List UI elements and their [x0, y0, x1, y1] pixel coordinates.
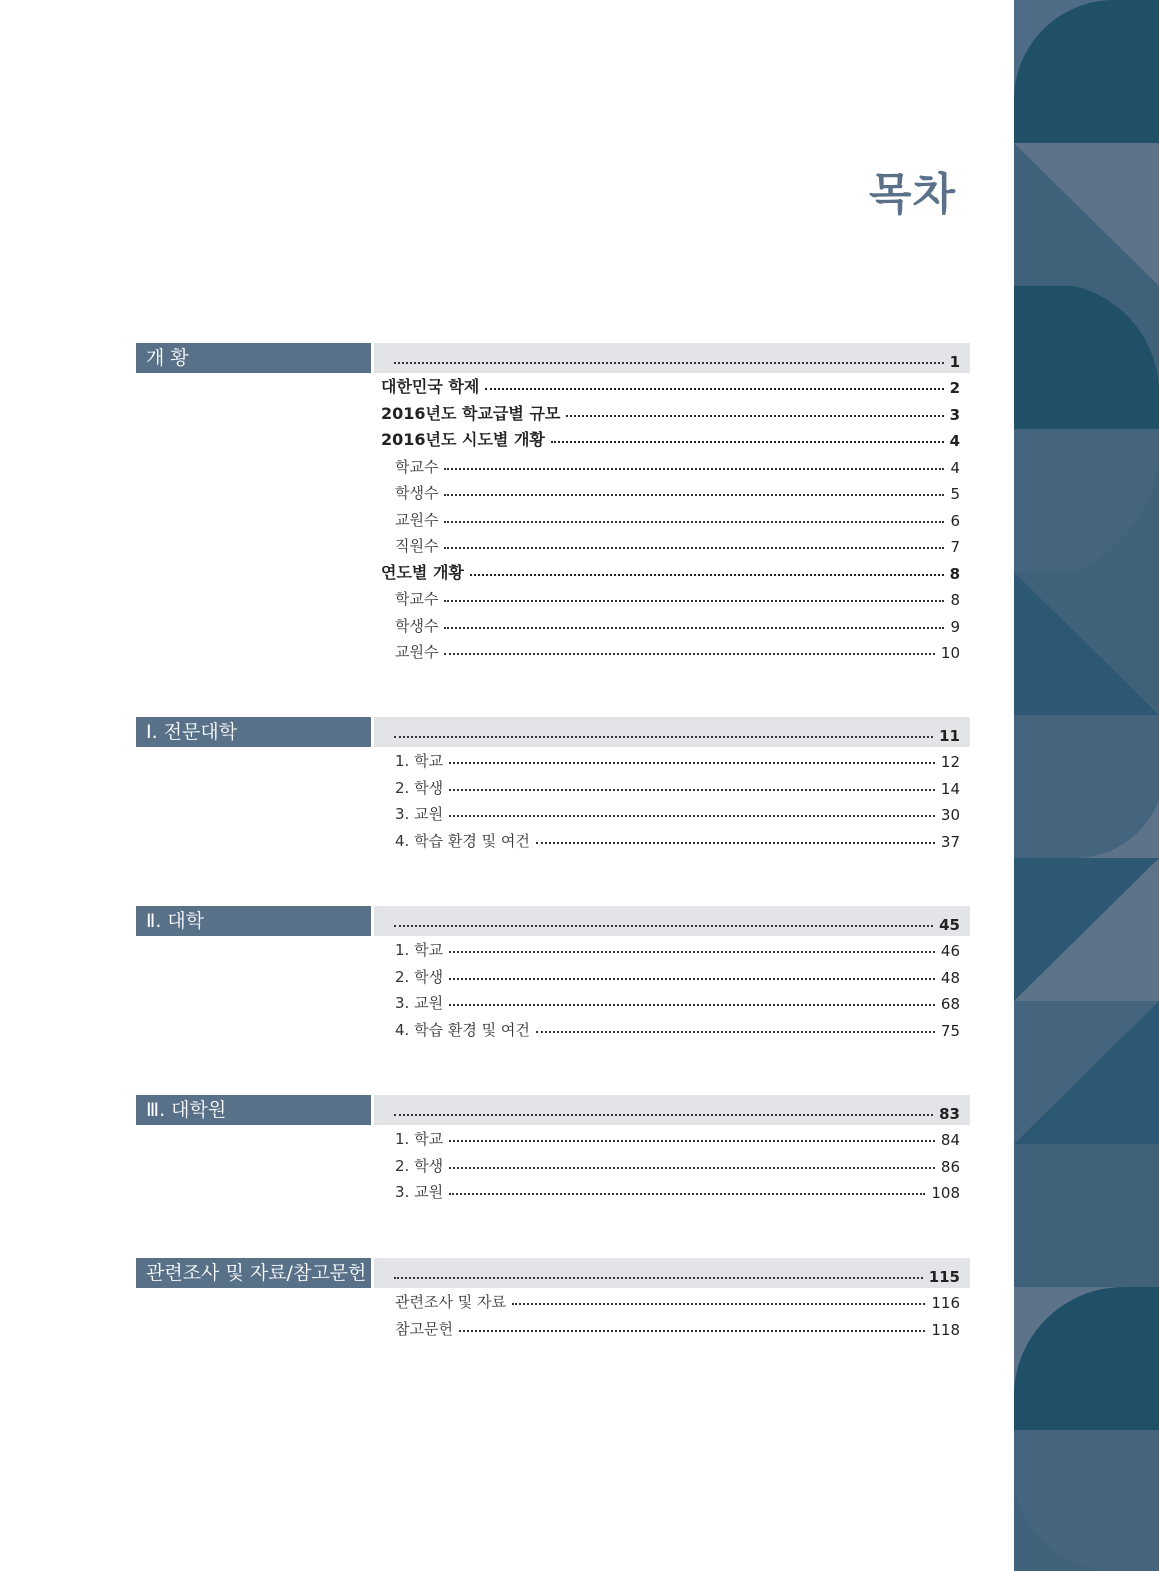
toc-entry[interactable] — [395, 504, 960, 530]
leader-dots — [459, 1329, 925, 1332]
toc-entry[interactable] — [395, 934, 960, 960]
toc-entry-page: 14 — [940, 779, 960, 798]
toc-entry[interactable] — [381, 398, 960, 424]
toc-entry-page: 2 — [949, 379, 960, 397]
toc-entry-page: 84 — [940, 1131, 960, 1149]
leader-dots — [449, 761, 935, 764]
toc-section — [136, 1258, 970, 1353]
toc-entry-label: 2016년도 학교급별 규모 — [381, 403, 561, 423]
toc-entry-label: 1. 학교 — [395, 752, 444, 770]
section-page-number: 1 — [949, 353, 960, 371]
toc-entry-page: 4 — [950, 458, 960, 477]
section-page-number: 83 — [939, 1105, 960, 1123]
toc-entry-label: 학생수 — [395, 616, 439, 635]
section-page-bar — [374, 1095, 970, 1125]
section-label[interactable]: 관련조사 및 자료/참고문헌 — [136, 1258, 371, 1288]
leader-dots — [449, 814, 935, 817]
toc-entry-label: 연도별 개황 — [381, 562, 464, 582]
leader-dots — [394, 735, 933, 738]
leader-dots — [449, 1139, 935, 1142]
leader-dots — [485, 387, 943, 390]
toc-entry[interactable] — [381, 371, 960, 397]
toc-entry[interactable] — [395, 610, 960, 636]
toc-entry-page: 3 — [949, 405, 960, 424]
section-page-row[interactable] — [388, 1097, 960, 1123]
toc-section — [136, 343, 970, 677]
toc-entry-page: 7 — [950, 538, 960, 556]
section-page-bar — [374, 1258, 970, 1288]
side-decoration — [1014, 0, 1159, 1571]
toc-entry[interactable] — [395, 530, 960, 556]
section-page-number: 45 — [939, 916, 960, 934]
toc-entry-label: 1. 학교 — [395, 941, 444, 959]
section-label[interactable]: Ⅱ. 대학 — [136, 906, 371, 936]
toc-entry-page: 118 — [931, 1320, 960, 1339]
leader-dots — [444, 520, 944, 523]
page-title: 목차 — [868, 169, 956, 220]
leader-dots — [536, 1030, 935, 1033]
toc-entry-label: 1. 학교 — [395, 1130, 444, 1148]
toc-entry-page: 5 — [950, 485, 960, 503]
toc-entry-page: 68 — [940, 995, 960, 1013]
toc-entry[interactable] — [395, 987, 960, 1013]
leader-dots — [512, 1302, 925, 1305]
section-page-row[interactable] — [388, 345, 960, 371]
section-page-bar — [374, 343, 970, 373]
toc-entry-label: 학생수 — [395, 484, 439, 502]
toc-entry[interactable] — [395, 451, 960, 477]
section-page-bar — [374, 906, 970, 936]
leader-dots — [449, 950, 935, 953]
section-page-row[interactable] — [388, 1260, 960, 1286]
toc-entry-label: 학교수 — [395, 457, 439, 476]
toc-entry-label: 대한민국 학제 — [381, 377, 480, 396]
toc-entry-label: 참고문헌 — [395, 1319, 453, 1338]
toc-entry-page: 46 — [940, 942, 960, 960]
toc-entry-label: 직원수 — [395, 537, 439, 555]
section-page-row[interactable] — [388, 908, 960, 934]
toc-entry-page: 8 — [950, 591, 960, 609]
leader-dots — [444, 467, 944, 470]
toc-entry-label: 교원수 — [395, 510, 439, 529]
toc-entry[interactable] — [395, 1014, 960, 1040]
toc-entry-label: 4. 학습 환경 및 여건 — [395, 1020, 530, 1039]
leader-dots — [444, 599, 944, 602]
toc-entry-page: 86 — [940, 1157, 960, 1176]
toc-entry-label: 3. 교원 — [395, 1183, 444, 1201]
leader-dots — [536, 841, 935, 844]
leader-dots — [394, 1113, 933, 1116]
toc-entry-label: 2. 학생 — [395, 1156, 444, 1175]
toc-entry[interactable] — [395, 961, 960, 987]
toc-entry[interactable] — [395, 825, 960, 851]
toc-entry[interactable] — [395, 583, 960, 609]
toc-entry-page: 4 — [949, 432, 960, 450]
toc-entry[interactable] — [381, 424, 960, 450]
toc-section — [136, 717, 970, 865]
toc-entry[interactable] — [395, 745, 960, 771]
toc-entry-label: 관련조사 및 자료 — [395, 1293, 506, 1311]
section-page-bar — [374, 717, 970, 747]
toc-entry-page: 30 — [940, 806, 960, 824]
toc-entry[interactable] — [381, 557, 960, 583]
toc-entry[interactable] — [395, 1123, 960, 1149]
section-page-number: 115 — [928, 1268, 960, 1286]
toc-entry-page: 75 — [940, 1021, 960, 1040]
toc-entry[interactable] — [395, 1150, 960, 1176]
toc-entry-label: 4. 학습 환경 및 여건 — [395, 831, 530, 850]
section-label[interactable]: Ⅲ. 대학원 — [136, 1095, 371, 1125]
toc-entry[interactable] — [395, 477, 960, 503]
toc-entry-page: 9 — [950, 617, 960, 636]
toc-entry-page: 10 — [940, 644, 960, 662]
leader-dots — [566, 414, 943, 417]
toc-entry-label: 2. 학생 — [395, 967, 444, 986]
toc-entry-label: 2016년도 시도별 개황 — [381, 430, 545, 449]
leader-dots — [394, 1276, 923, 1279]
toc-entry-label: 3. 교원 — [395, 994, 444, 1012]
toc-entry-page: 116 — [931, 1294, 960, 1312]
toc-entry-label: 학교수 — [395, 590, 439, 608]
toc-entry[interactable] — [395, 798, 960, 824]
toc-section — [136, 1095, 970, 1217]
toc-entry[interactable] — [395, 772, 960, 798]
toc-entry-label: 교원수 — [395, 643, 439, 661]
leader-dots — [470, 573, 944, 576]
leader-dots — [444, 652, 934, 655]
section-label[interactable]: 개 황 — [136, 343, 371, 373]
leader-dots — [449, 1192, 925, 1195]
toc-entry-page: 48 — [940, 968, 960, 987]
section-page-number: 11 — [939, 727, 960, 745]
leader-dots — [444, 493, 944, 496]
toc-entry[interactable] — [395, 1176, 960, 1202]
toc-section — [136, 906, 970, 1054]
toc-entry-label: 2. 학생 — [395, 778, 444, 797]
leader-dots — [449, 1166, 935, 1169]
toc-entry-page: 37 — [940, 832, 960, 851]
leader-dots — [394, 361, 944, 364]
leader-dots — [444, 626, 944, 629]
leader-dots — [394, 924, 933, 927]
leader-dots — [551, 440, 944, 443]
toc-entry-page: 12 — [940, 753, 960, 771]
section-page-row[interactable] — [388, 719, 960, 745]
leader-dots — [449, 1003, 935, 1006]
leader-dots — [444, 546, 944, 549]
toc-entry[interactable] — [395, 1286, 960, 1312]
leader-dots — [449, 977, 935, 980]
toc-entry-label: 3. 교원 — [395, 805, 444, 823]
section-label[interactable]: Ⅰ. 전문대학 — [136, 717, 371, 747]
toc-entry-page: 108 — [931, 1184, 960, 1202]
toc-entry-page: 8 — [949, 564, 960, 583]
toc-entry-page: 6 — [950, 511, 960, 530]
leader-dots — [449, 788, 935, 791]
toc-entry[interactable] — [395, 636, 960, 662]
toc-entry[interactable] — [395, 1313, 960, 1339]
